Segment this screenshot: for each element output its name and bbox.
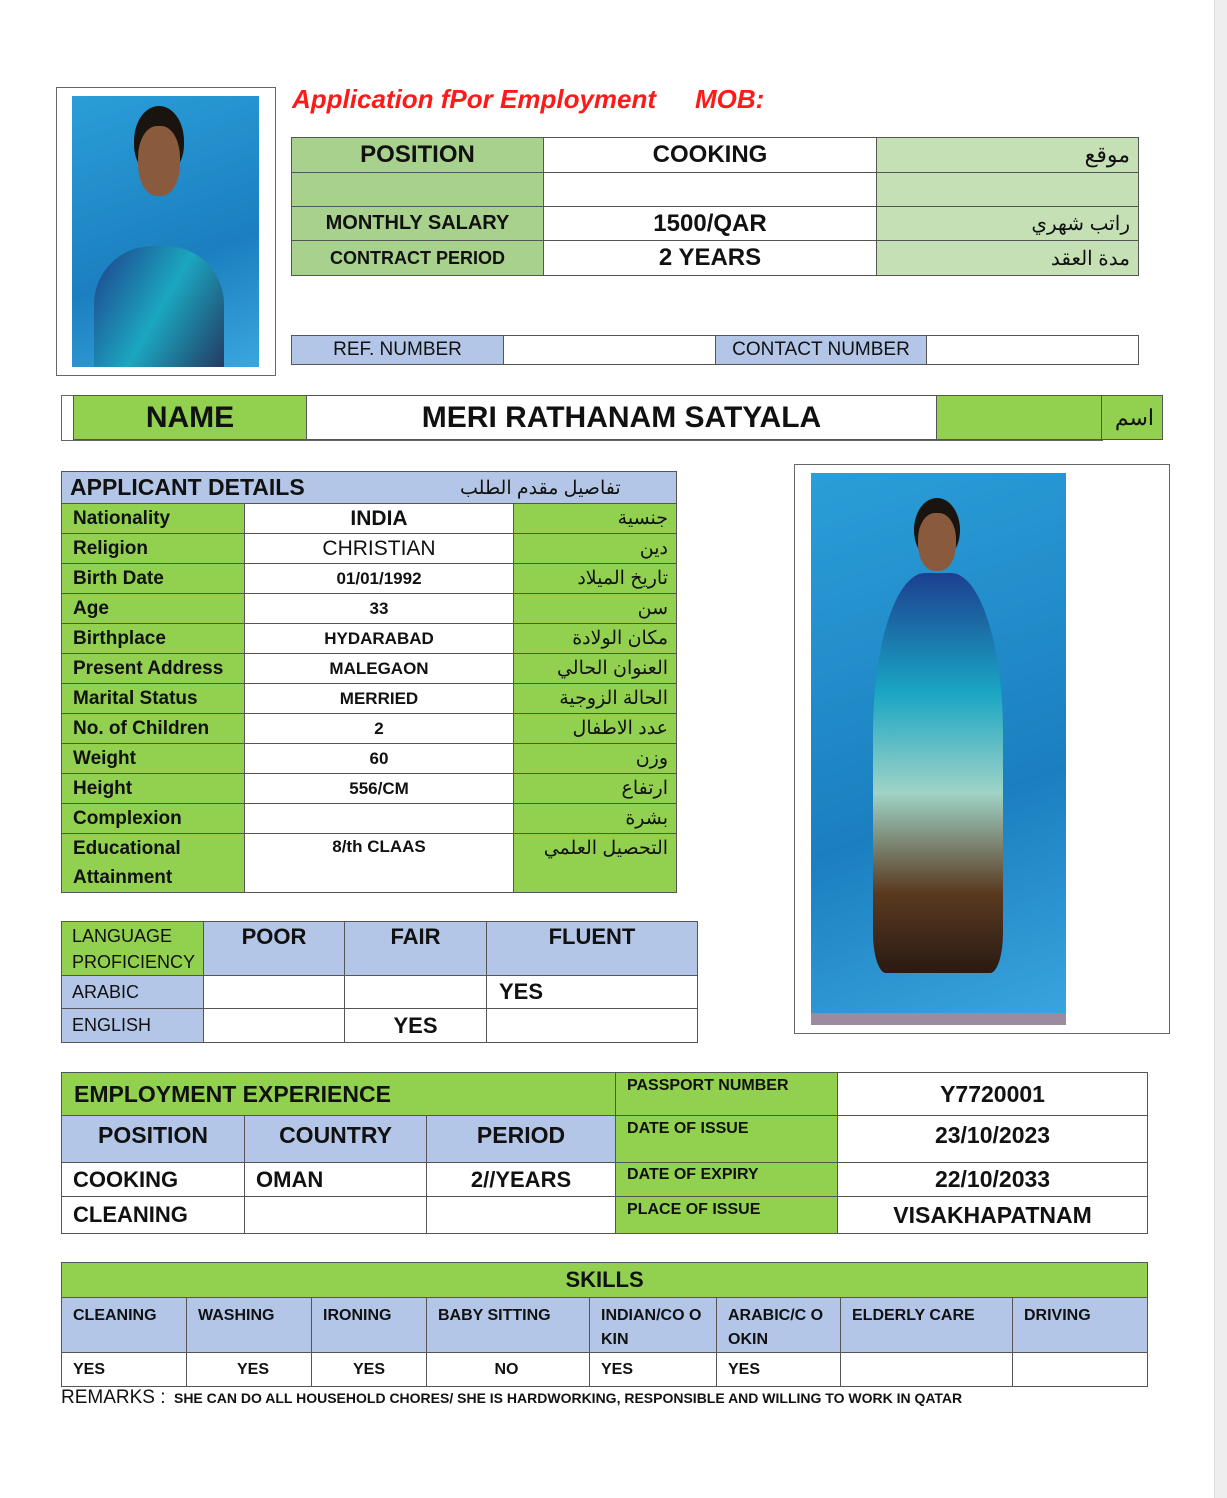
applicant-row — [62, 594, 677, 624]
fair-header: FAIR — [345, 922, 487, 976]
skill-value: YES — [717, 1353, 841, 1387]
skill-header: INDIAN/CO OKIN — [590, 1298, 717, 1353]
applicant-field-label: Nationality — [62, 504, 245, 534]
applicant-details-table — [61, 471, 677, 893]
applicant-field-arabic: تاريخ الميلاد — [514, 564, 677, 594]
position-table — [291, 137, 1139, 276]
skill-value: YES — [590, 1353, 717, 1387]
date-of-expiry-label: DATE OF EXPIRY — [616, 1163, 838, 1197]
skill-value — [1013, 1353, 1148, 1387]
date-of-expiry-value: 22/10/2033 — [838, 1163, 1148, 1197]
applicant-row — [62, 564, 677, 594]
skill-value: NO — [427, 1353, 590, 1387]
applicant-row — [62, 714, 677, 744]
applicant-field-label: Height — [62, 774, 245, 804]
applicant-portrait-photo — [72, 96, 259, 367]
exp-position-header: POSITION — [62, 1116, 245, 1163]
applicant-field-arabic: الحالة الزوجية — [514, 684, 677, 714]
applicant-field-value: 33 — [245, 594, 514, 624]
applicant-full-photo — [811, 473, 1066, 1025]
position-arabic: موقع — [877, 138, 1139, 173]
salary-arabic: راتب شهري — [877, 207, 1139, 241]
skill-header: BABY SITTING — [427, 1298, 590, 1353]
exp-period-header: PERIOD — [427, 1116, 616, 1163]
applicant-field-value: INDIA — [245, 504, 514, 534]
applicant-field-label: Age — [62, 594, 245, 624]
ref-number-value — [504, 336, 716, 365]
fluent-header: FLUENT — [487, 922, 698, 976]
applicant-field-value — [245, 804, 514, 834]
remarks — [61, 1387, 962, 1409]
blank-label — [292, 173, 544, 207]
applicant-row — [62, 834, 677, 893]
language-proficiency-header: LANGUAGE PROFICIENCY — [62, 922, 204, 976]
employment-table — [61, 1072, 1148, 1234]
skill-value: YES — [62, 1353, 187, 1387]
applicant-field-value: 01/01/1992 — [245, 564, 514, 594]
blank-value — [544, 173, 877, 207]
applicant-field-value: CHRISTIAN — [245, 534, 514, 564]
skill-value: YES — [187, 1353, 312, 1387]
applicant-row — [62, 744, 677, 774]
applicant-row — [62, 624, 677, 654]
applicant-field-arabic: العنوان الحالي — [514, 654, 677, 684]
applicant-field-label: No. of Children — [62, 714, 245, 744]
applicant-field-arabic: وزن — [514, 744, 677, 774]
position-value: COOKING — [544, 138, 877, 173]
applicant-field-label: Birth Date — [62, 564, 245, 594]
applicant-field-arabic: جنسية — [514, 504, 677, 534]
applicant-field-arabic: سن — [514, 594, 677, 624]
contract-arabic: مدة العقد — [877, 241, 1139, 276]
contact-number-label: CONTACT NUMBER — [716, 336, 927, 365]
applicant-field-value: 8/th CLAAS — [245, 834, 514, 893]
language-arabic: ARABIC — [62, 976, 204, 1009]
place-of-issue-label: PLACE OF ISSUE — [616, 1197, 838, 1234]
applicant-field-arabic: التحصيل العلمي — [514, 834, 677, 893]
applicant-field-arabic: عدد الاطفال — [514, 714, 677, 744]
date-of-issue-label: DATE OF ISSUE — [616, 1116, 838, 1163]
date-of-issue-value: 23/10/2023 — [838, 1116, 1148, 1163]
applicant-field-value: MALEGAON — [245, 654, 514, 684]
remarks-text: SHE CAN DO ALL HOUSEHOLD CHORES/ SHE IS HARDWORKING, RESPONSIBLE AND WILLING TO WORK IN QATAR — [173, 1390, 963, 1406]
form-title: Application fPor Employment — [292, 84, 657, 114]
position-label: POSITION — [292, 138, 544, 173]
applicant-field-label: Educational Attainment — [62, 834, 245, 893]
exp-row-2-country — [245, 1197, 427, 1234]
applicant-field-label: Religion — [62, 534, 245, 564]
skill-header: ARABIC/C OOKIN — [717, 1298, 841, 1353]
passport-number-value: Y7720001 — [838, 1073, 1148, 1116]
applicant-field-label: Complexion — [62, 804, 245, 834]
name-label: NAME — [74, 396, 307, 440]
applicant-field-label: Present Address — [62, 654, 245, 684]
mob-label: MOB: — [695, 84, 765, 114]
ref-number-label: REF. NUMBER — [292, 336, 504, 365]
exp-row-2-position: CLEANING — [62, 1197, 245, 1234]
exp-row-1-country: OMAN — [245, 1163, 427, 1197]
blank-arabic — [877, 173, 1139, 207]
applicant-field-value: 556/CM — [245, 774, 514, 804]
applicant-field-arabic: بشرة — [514, 804, 677, 834]
applicant-field-arabic: ارتفاع — [514, 774, 677, 804]
reference-table — [291, 335, 1139, 365]
contract-label: CONTRACT PERIOD — [292, 241, 544, 276]
arabic-fluent: YES — [487, 976, 698, 1009]
remarks-label: REMARKS : — [61, 1387, 166, 1408]
arabic-fair — [345, 976, 487, 1009]
applicant-field-arabic: مكان الولادة — [514, 624, 677, 654]
applicant-field-value: HYDARABAD — [245, 624, 514, 654]
skill-header: CLEANING — [62, 1298, 187, 1353]
language-table — [61, 921, 698, 1043]
name-arabic: اسم — [1102, 396, 1163, 440]
name-empty-cell — [937, 396, 1102, 440]
contact-number-value — [927, 336, 1139, 365]
place-of-issue-value: VISAKHAPATNAM — [838, 1197, 1148, 1234]
applicant-field-value: 60 — [245, 744, 514, 774]
arabic-poor — [204, 976, 345, 1009]
salary-label: MONTHLY SALARY — [292, 207, 544, 241]
applicant-field-label: Weight — [62, 744, 245, 774]
applicant-field-label: Marital Status — [62, 684, 245, 714]
poor-header: POOR — [204, 922, 345, 976]
scrollbar[interactable] — [1214, 0, 1227, 1498]
applicant-row — [62, 774, 677, 804]
skills-table — [61, 1262, 1148, 1387]
skill-value: YES — [312, 1353, 427, 1387]
salary-value: 1500/QAR — [544, 207, 877, 241]
applicant-row — [62, 804, 677, 834]
skill-header: ELDERLY CARE — [841, 1298, 1013, 1353]
applicant-details-title: APPLICANT DETAILS — [70, 474, 305, 500]
applicant-row — [62, 504, 677, 534]
english-poor — [204, 1009, 345, 1043]
skill-header: IRONING — [312, 1298, 427, 1353]
skills-title: SKILLS — [62, 1263, 1148, 1298]
contract-value: 2 YEARS — [544, 241, 877, 276]
skill-value — [841, 1353, 1013, 1387]
english-fluent — [487, 1009, 698, 1043]
passport-number-label: PASSPORT NUMBER — [616, 1073, 838, 1116]
applicant-field-value: 2 — [245, 714, 514, 744]
skill-header: WASHING — [187, 1298, 312, 1353]
employment-experience-title: EMPLOYMENT EXPERIENCE — [62, 1073, 616, 1116]
applicant-field-value: MERRIED — [245, 684, 514, 714]
exp-country-header: COUNTRY — [245, 1116, 427, 1163]
applicant-field-label: Birthplace — [62, 624, 245, 654]
name-value: MERI RATHANAM SATYALA — [307, 396, 937, 440]
english-fair: YES — [345, 1009, 487, 1043]
language-english: ENGLISH — [62, 1009, 204, 1043]
applicant-field-arabic: دين — [514, 534, 677, 564]
exp-row-1-period: 2//YEARS — [427, 1163, 616, 1197]
applicant-details-title-arabic: تفاصيل مقدم الطلب — [460, 478, 621, 499]
applicant-row — [62, 654, 677, 684]
name-table — [73, 395, 1163, 440]
applicant-row — [62, 684, 677, 714]
applicant-row — [62, 534, 677, 564]
skill-header: DRIVING — [1013, 1298, 1148, 1353]
exp-row-2-period — [427, 1197, 616, 1234]
exp-row-1-position: COOKING — [62, 1163, 245, 1197]
